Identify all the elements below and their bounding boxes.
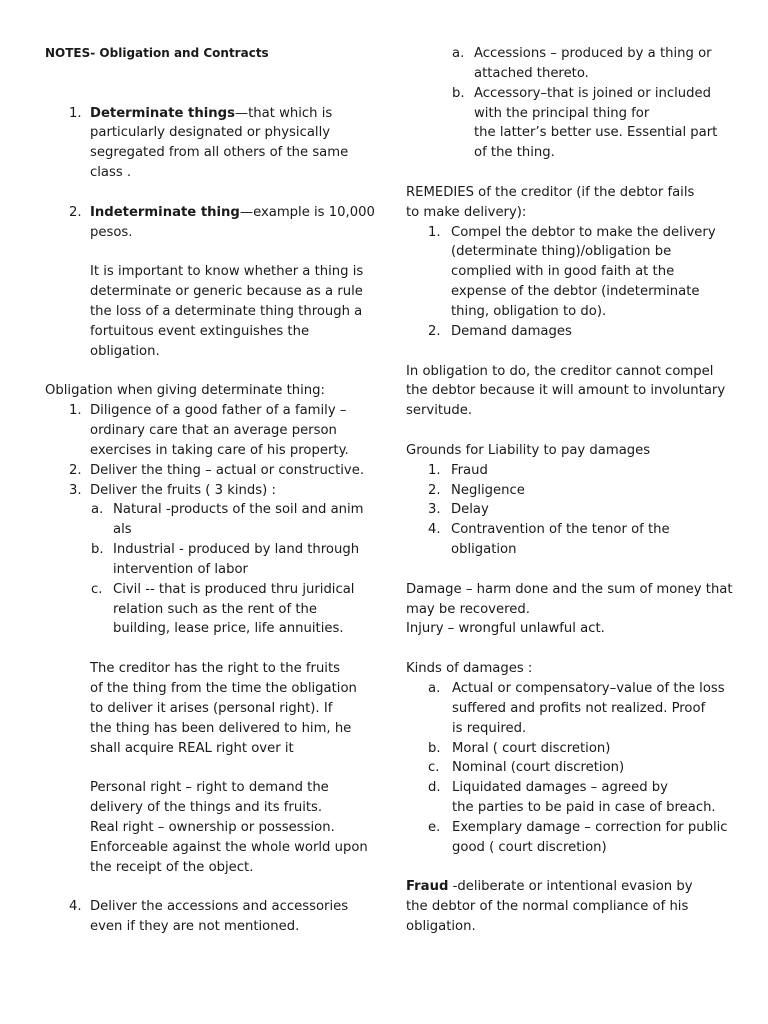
list-number: 2. xyxy=(69,204,82,220)
heading-kinds-of-damages: Kinds of damages : xyxy=(406,661,533,677)
sublist-item-natural: a. Natural -products of the soil and anim als xyxy=(91,502,364,538)
term-determinate-things: Determinate things xyxy=(90,105,235,121)
right-column xyxy=(406,44,733,937)
term-indeterminate-thing: Indeterminate thing xyxy=(90,204,240,220)
sublist-item-liquidated: d. Liquidated damages – agreed by the parties to be paid in case of breach. xyxy=(428,780,716,816)
term-fraud: Fraud xyxy=(406,879,449,895)
list-item-fraud: 1. Fraud xyxy=(428,462,488,478)
page-title: NOTES- Obligation and Contracts xyxy=(45,46,269,60)
list-item-compel: 1. Compel the debtor to make the delivery (determinate thing)/obligation be complied with in good faith at the expense of the debtor (indeterminate thing, obligation to do). xyxy=(428,224,716,319)
list-item-diligence: 1. Diligence of a good father of a family – ordinary care that an average person exercises in taking care of his property. xyxy=(69,403,349,458)
list-item-indeterminate-thing: 2. Indeterminate thing—example is 10,000 pesos. xyxy=(69,204,375,240)
sublist-item-accessory: b. Accessory–that is joined or included with the principal thing for the latter’s better use. Essential part of the thing. xyxy=(452,85,718,161)
sublist-item-actual: a. Actual or compensatory–value of the loss suffered and profits not realized. Proof is required. xyxy=(428,681,725,736)
heading-grounds: Grounds for Liability to pay damages xyxy=(406,442,651,458)
list-number: 1. xyxy=(69,105,82,121)
sublist-item-industrial: b. Industrial - produced by land through intervention of labor xyxy=(91,542,360,577)
list-item-contravention: 4. Contravention of the tenor of the obligation xyxy=(428,522,670,558)
left-column xyxy=(45,44,375,937)
list-item-deliver-thing: 2. Deliver the thing – actual or constructive. xyxy=(69,462,365,478)
paragraph-damage-injury: Damage – harm done and the sum of money that may be recovered. Injury – wrongful unlawful act. xyxy=(406,581,733,637)
list-item-deliver-fruits: 3. Deliver the fruits ( 3 kinds) : xyxy=(69,482,276,498)
list-item-demand-damages: 2. Demand damages xyxy=(428,323,572,339)
list-item-determinate-things: 1. Determinate things—that which is particularly designated or physically segregated from all others of the same class . xyxy=(69,105,349,181)
sublist-item-civil: c. Civil -- that is produced thru juridical relation such as the rent of the building, lease price, life annuities. xyxy=(91,581,355,637)
list-item-accessions: 4. Deliver the accessions and accessories even if they are not mentioned. xyxy=(69,899,349,935)
paragraph-fraud-definition: Fraud -deliberate or intentional evasion by the debtor of the normal compliance of his obligation. xyxy=(406,879,693,935)
paragraph-loss-of-thing: It is important to know whether a thing is determinate or generic because as a rule the loss of a determinate thing through a fortuitous event extinguishes the obligation. xyxy=(90,264,364,359)
paragraph-personal-real-right: Personal right – right to demand the delivery of the things and its fruits. Real right – ownership or possession. Enforceable against the whole world upon the receipt of the object. xyxy=(90,780,368,875)
sublist-item-accessions: a. Accessions – produced by a thing or attached thereto. xyxy=(452,46,712,81)
heading-remedies: REMEDIES of the creditor (if the debtor fails to make delivery): xyxy=(406,184,695,220)
list-item-negligence: 2. Negligence xyxy=(428,482,525,498)
paragraph-creditor-fruits: The creditor has the right to the fruits of the thing from the time the obligation to deliver it arises (personal right). If the thing has been delivered to him, he shall acquire REAL right over it xyxy=(90,661,357,756)
heading-obligation-determinate: Obligation when giving determinate thing: xyxy=(45,383,325,399)
sublist-item-moral: b. Moral ( court discretion) xyxy=(428,740,611,756)
sublist-item-nominal: c. Nominal (court discretion) xyxy=(428,760,625,776)
paragraph-obligation-to-do: In obligation to do, the creditor cannot compel the debtor because it will amount to involuntary servitude. xyxy=(406,363,726,419)
sublist-item-exemplary: e. Exemplary damage – correction for public good ( court discretion) xyxy=(428,819,728,855)
list-item-delay: 3. Delay xyxy=(428,502,489,518)
